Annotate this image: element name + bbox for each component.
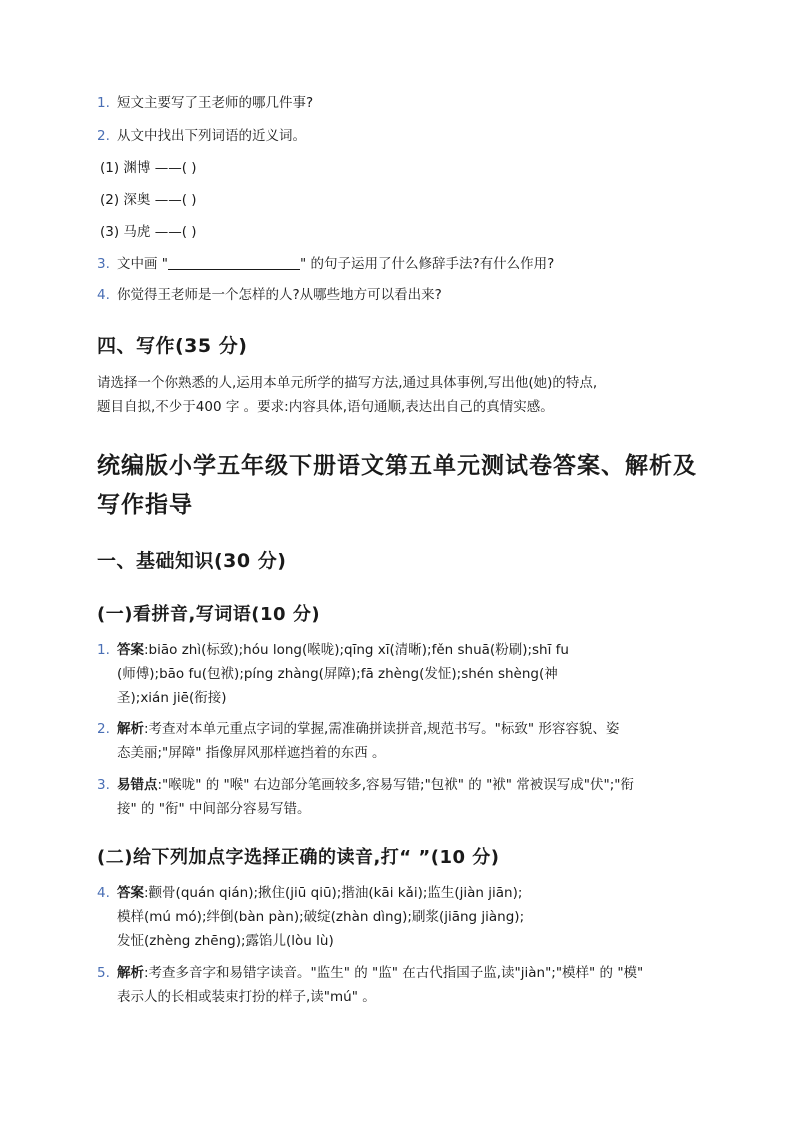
question-text: 从文中找出下列词语的近义词。 [117,128,306,144]
question-number: 2. [97,128,110,144]
question-text-post: " 的句子运用了什么修辞手法?有什么作用? [300,256,555,272]
question-number: 3. [97,256,110,272]
answer-text-line-2: (师傅);bāo fu(包袱);píng zhàng(屏障);fā zhèng(发怔);shén shèng(神 [117,666,558,682]
answer-title-line-1: 统编版小学五年级下册语文第五单元测试卷答案、解析及 [97,453,697,479]
writing-prompt-line-1: 请选择一个你熟悉的人,运用本单元所学的描写方法,通过具体事例,写出他(她)的特点, [97,375,598,391]
analysis-text-line-2: 表示人的长相或装束打扮的样子,读"mú" 。 [117,989,376,1005]
analysis-text-line-2: 态美丽;"屏障" 指像屏风那样遮挡着的东西 。 [117,745,386,761]
question-1 [97,93,313,113]
answer-text-line-3: 圣);xián jiē(衔接) [117,690,227,706]
answer-text-line-1: :颧骨(quán qián);揪住(jiū qiū);揩油(kāi kǎi);监生(jiàn jiān); [144,885,523,901]
item-number: 4. [97,885,110,901]
answer-label: 答案 [117,885,144,901]
writing-prompt-line-2: 题目自拟,不少于400 字 。要求:内容具体,语句通顺,表达出自己的真情实感。 [97,399,554,415]
analysis-label: 解析 [117,965,144,981]
answer-item-5 [97,961,644,1009]
analysis-text-line-1: :考查对本单元重点字词的掌握,需准确拼读拼音,规范书写。"标致" 形容容貌、姿 [144,721,620,737]
question-number: 4. [97,287,110,303]
answer-item-1 [97,638,569,710]
error-prone-label: 易错点 [117,777,158,793]
answer-text-line-3: 发怔(zhèng zhēng);露馅儿(lòu lù) [117,933,334,949]
subsection-heading: (二)给下列加点字选择正确的读音,打“ ”(10 分) [97,847,500,868]
answer-item-3 [97,773,634,821]
sub-question-2: (2) 深奥 ——( ) [100,192,197,208]
item-number: 1. [97,642,110,658]
sub-question-3: (3) 马虎 ——( ) [100,224,197,240]
answer-text-line-2: 模样(mú mó);绊倒(bàn pàn);破绽(zhàn dìng);刷浆(jiāng jiàng); [117,909,525,925]
writing-heading: 四、写作(35 分) [97,335,248,357]
section-heading: 一、基础知识(30 分) [97,550,287,572]
sub-question-1: (1) 渊博 ——( ) [100,160,197,176]
error-prone-text-line-1: :"喉咙" 的 "喉" 右边部分笔画较多,容易写错;"包袱" 的 "袱" 常被误写成"伏";"衔 [157,777,634,793]
answer-text-line-1: :biāo zhì(标致);hóu long(喉咙);qīng xī(清晰);fěn shuā(粉刷);shī fu [144,642,569,658]
question-number: 1. [97,95,110,111]
answer-label: 答案 [117,642,144,658]
analysis-label: 解析 [117,721,144,737]
question-text-pre: 文中画 " [117,256,169,272]
question-4 [97,285,442,305]
item-number: 3. [97,777,110,793]
question-text: 你觉得王老师是一个怎样的人?从哪些地方可以看出来? [117,287,442,303]
question-text: 短文主要写了王老师的哪几件事? [117,95,314,111]
question-3 [97,254,554,274]
item-number: 5. [97,965,110,981]
answer-item-4 [97,881,525,953]
answer-title-line-2: 写作指导 [97,492,193,518]
item-number: 2. [97,721,110,737]
error-prone-text-line-2: 接" 的 "衔" 中间部分容易写错。 [117,801,311,817]
question-2 [97,126,306,146]
subsection-heading: (一)看拼音,写词语(10 分) [97,604,321,625]
underline-blank [168,255,300,270]
answer-item-2 [97,717,620,765]
analysis-text-line-1: :考查多音字和易错字读音。"监生" 的 "监" 在古代指国子监,读"jiàn";"模样" 的 "模" [144,965,644,981]
